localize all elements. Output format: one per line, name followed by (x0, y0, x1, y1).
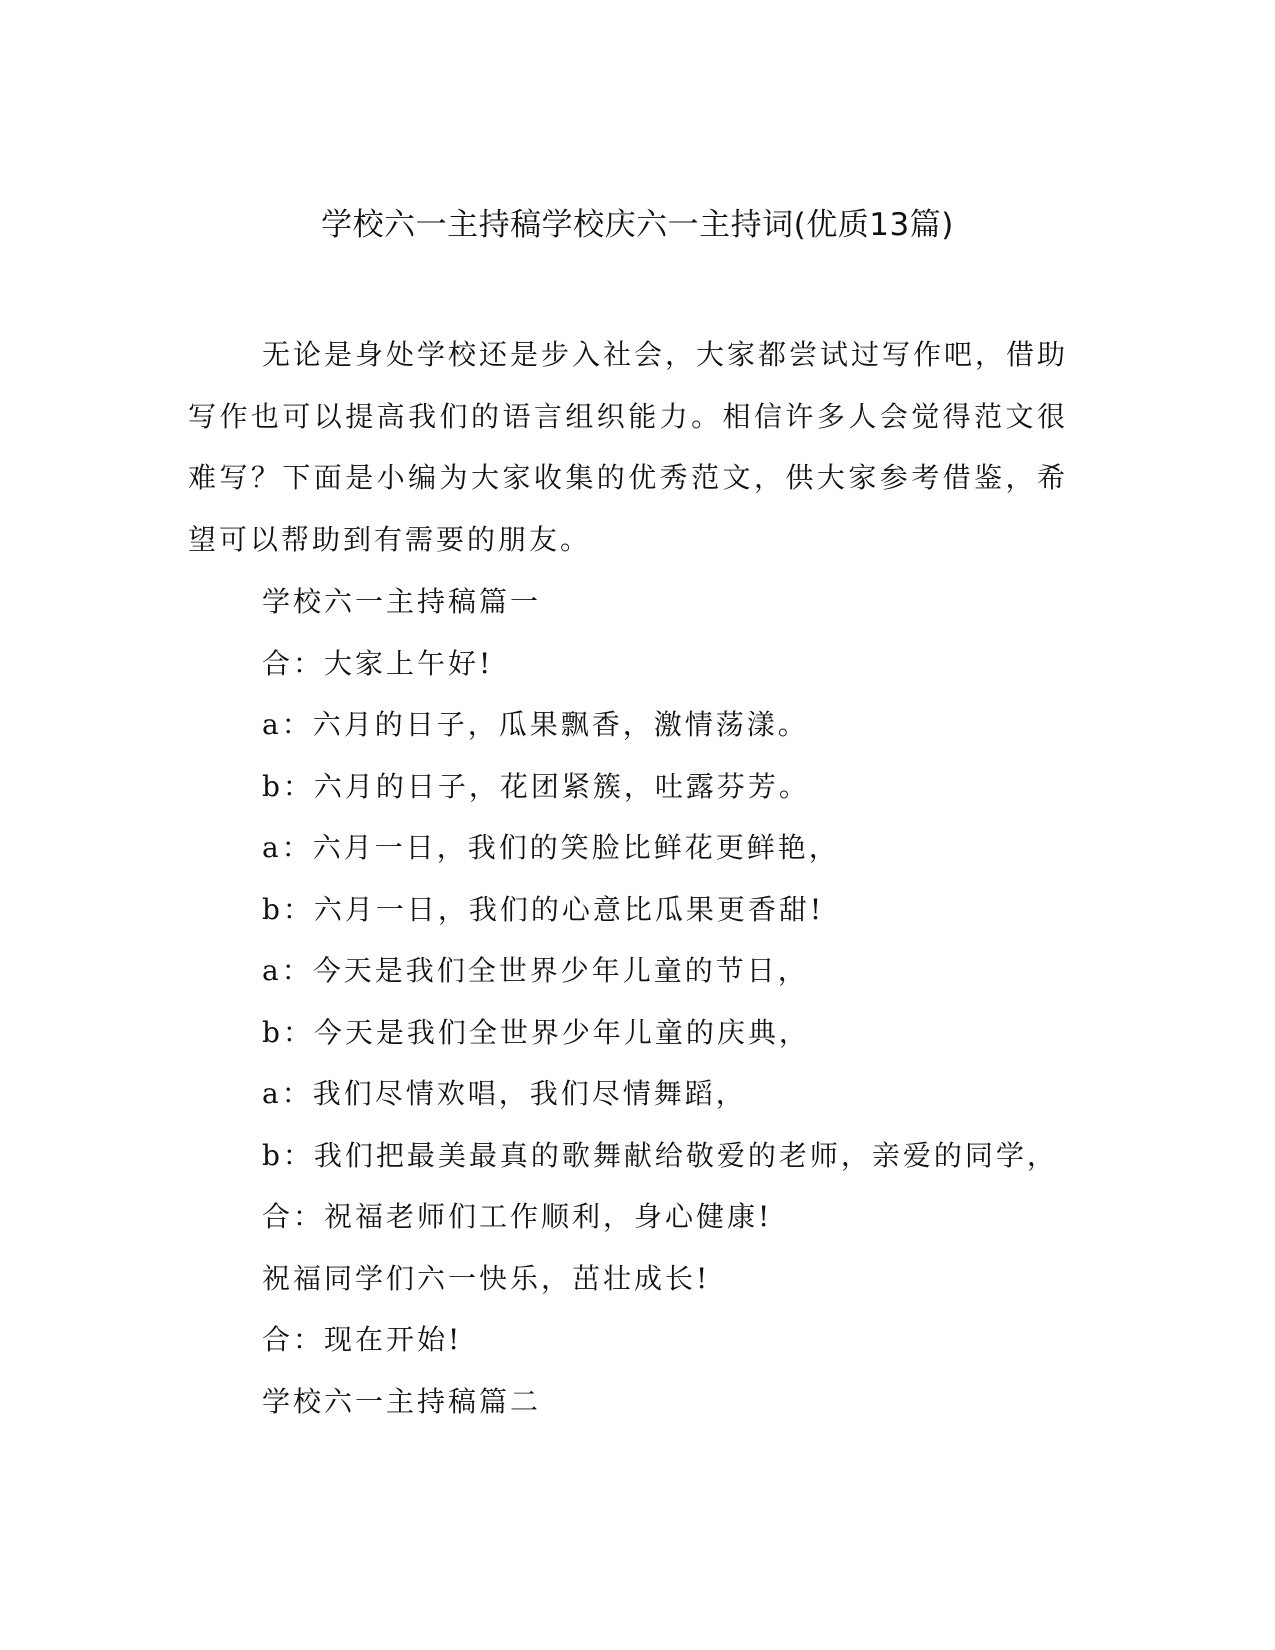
script-line: b：今天是我们全世界少年儿童的庆典， (262, 1015, 810, 1049)
script-line: 合：现在开始! (262, 1323, 463, 1356)
document-title: 学校六一主持稿学校庆六一主持词(优质13篇) (321, 207, 954, 243)
script-line: a：我们尽情欢唱，我们尽情舞蹈， (262, 1077, 747, 1110)
script-line: b：我们把最美最真的歌舞献给敬爱的老师，亲爱的同学， (262, 1138, 1058, 1172)
intro-paragraph: 无论是身处学校还是步入社会，大家都尝试过写作吧，借助写作也可以提高我们的语言组织能力。相信许多人会觉得范文很难写？下面是小编为大家收集的优秀范文，供大家参考借鉴，希望可以帮助到有需要的朋友。 (188, 338, 1069, 556)
script-line: 合：祝福老师们工作顺利，身心健康! (262, 1200, 773, 1233)
section-heading-1: 学校六一主持稿篇一 (262, 585, 542, 618)
script-line: a：今天是我们全世界少年儿童的节日， (262, 954, 809, 987)
script-line: a：六月的日子，瓜果飘香，激情荡漾。 (262, 708, 809, 741)
section-heading-2: 学校六一主持稿篇二 (262, 1384, 542, 1418)
script-line: 祝福同学们六一快乐，茁壮成长! (262, 1261, 711, 1295)
script-line: 合：大家上午好! (262, 646, 494, 680)
script-line: b：六月一日，我们的心意比瓜果更香甜! (262, 892, 825, 926)
script-line: b：六月的日子，花团紧簇，吐露芬芳。 (262, 769, 810, 803)
script-lines (262, 571, 1162, 1432)
script-line: a：六月一日，我们的笑脸比鲜花更鲜艳， (262, 831, 840, 864)
